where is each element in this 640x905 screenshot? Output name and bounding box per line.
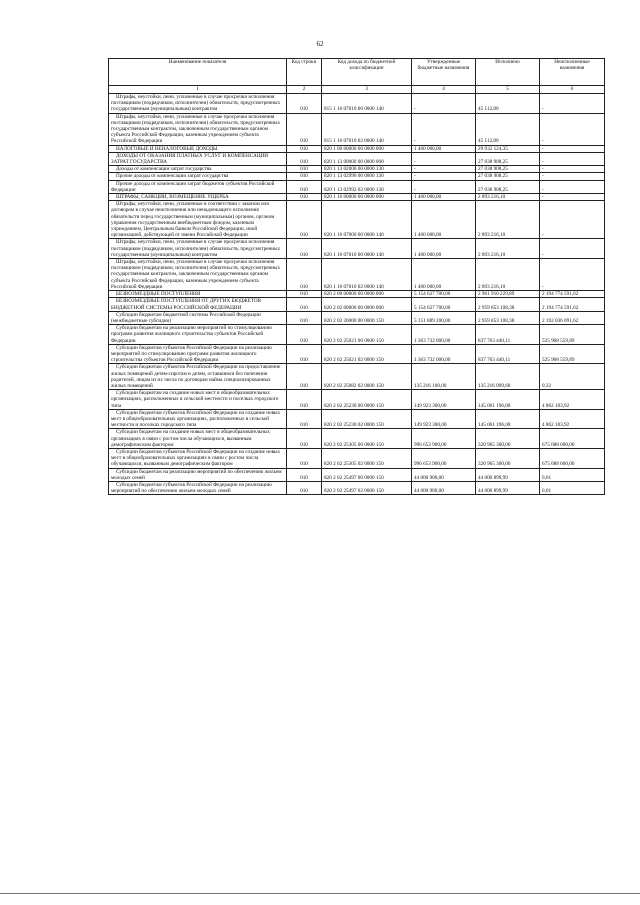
row-unexecuted: 2 194 774 591,62 (540, 298, 605, 311)
row-line-code: 010 (287, 481, 322, 494)
row-income-code: 815 1 16 07010 00 0000 140 (322, 94, 412, 114)
table-body (109, 94, 605, 495)
row-unexecuted: 675 688 600,00 (540, 429, 605, 449)
row-income-code: 820 1 13 02992 02 0000 130 (322, 180, 412, 193)
table-row (109, 194, 605, 201)
page-number: 62 (316, 40, 324, 48)
row-line-code: 010 (287, 173, 322, 180)
row-unexecuted: 2 192 036 091,62 (540, 311, 605, 324)
table-row (109, 291, 605, 298)
row-unexecuted: 0,01 (540, 468, 605, 481)
row-income-code: 815 1 16 07010 02 0000 140 (322, 113, 412, 145)
row-name: Штрафы, неустойки, пени, уплаченные в соответствии с законом или договором в случае неисполнения или ненадлежащего исполнения обязательств перед государственным (муниципальным) органом, органом управления государственным внебюджетным фондом, казенным учреждением, Центральным банком Российской Федерации, иной организацией, действующей от имени Российской Федерации (109, 201, 287, 239)
row-executed: 135 216 099,68 (476, 364, 540, 390)
row-name: БЕЗВОЗМЕЗДНЫЕ ПОСТУПЛЕНИЯ ОТ ДРУГИХ БЮДЖЕТОВ БЮДЖЕТНОЙ СИСТЕМЫ РОССИЙСКОЙ ФЕДЕРАЦИИ (109, 298, 287, 311)
table-row (109, 239, 605, 259)
row-line-code: 010 (287, 239, 322, 259)
row-name: БЕЗВОЗМЕЗДНЫЕ ПОСТУПЛЕНИЯ (109, 291, 287, 298)
row-executed: 27 038 908,25 (476, 152, 540, 165)
row-name: Субсидии бюджетам на создание новых мест в общеобразовательных организациях в связи с ростом числа обучающихся, вызванным демографическим фактором (109, 429, 287, 449)
row-line-code: 010 (287, 166, 322, 173)
column-number-row (109, 86, 605, 94)
header-income-code: Код дохода по бюджетной классификации (322, 59, 412, 86)
row-executed: 2 893 216,10 (476, 259, 540, 291)
row-unexecuted: - (540, 113, 605, 145)
row-name: Прочие доходы от компенсации затрат государства (109, 173, 287, 180)
row-name: Прочие доходы от компенсации затрат бюджетов субъектов Российской Федерации (109, 180, 287, 193)
row-income-code: 820 2 02 25497 00 0000 150 (322, 468, 412, 481)
column-number: 2 (287, 86, 322, 94)
row-line-code: 010 (287, 429, 322, 449)
table-row (109, 145, 605, 152)
row-executed: 320 965 300,00 (476, 448, 540, 468)
header-line-code: Код строки (287, 59, 322, 86)
row-executed: 2 893 216,10 (476, 201, 540, 239)
row-executed: 45 112,80 (476, 94, 540, 114)
row-approved: 1 363 732 000,00 (412, 344, 476, 364)
row-unexecuted: - (540, 173, 605, 180)
row-approved: 1 400 000,00 (412, 145, 476, 152)
row-line-code: 010 (287, 364, 322, 390)
row-executed: 2 893 216,10 (476, 239, 540, 259)
table-row (109, 481, 605, 494)
table-row (109, 344, 605, 364)
table-row (109, 180, 605, 193)
row-income-code: 820 1 13 00000 00 0000 000 (322, 152, 412, 165)
row-line-code: 010 (287, 259, 322, 291)
row-unexecuted: 2 194 774 591,62 (540, 291, 605, 298)
table-row (109, 298, 605, 311)
row-executed: 27 038 908,25 (476, 173, 540, 180)
budget-income-table (108, 58, 605, 495)
column-number: 6 (540, 86, 605, 94)
row-income-code: 820 2 02 20000 00 0000 150 (322, 311, 412, 324)
table-row (109, 94, 605, 114)
row-unexecuted: 4 862 103,92 (540, 390, 605, 410)
row-approved: 5 154 627 700,00 (412, 298, 476, 311)
column-number: 3 (322, 86, 412, 94)
row-approved: - (412, 113, 476, 145)
row-line-code: 010 (287, 298, 322, 311)
row-name: ДОХОДЫ ОТ ОКАЗАНИЯ ПЛАТНЫХ УСЛУГ И КОМПЕНСАЦИИ ЗАТРАТ ГОСУДАРСТВА (109, 152, 287, 165)
row-executed: 837 763 440,11 (476, 344, 540, 364)
row-name: НАЛОГОВЫЕ И НЕНАЛОГОВЫЕ ДОХОДЫ (109, 145, 287, 152)
row-approved: - (412, 173, 476, 180)
row-name: Субсидии бюджетам на реализацию мероприятий по стимулированию программ развития жилищного строительства субъектов Российской Федерации (109, 325, 287, 345)
row-approved: - (412, 94, 476, 114)
row-income-code: 820 2 02 25497 02 0000 150 (322, 481, 412, 494)
row-line-code: 010 (287, 291, 322, 298)
row-line-code: 010 (287, 194, 322, 201)
row-income-code: 820 2 02 25021 00 0000 150 (322, 325, 412, 345)
row-approved: - (412, 166, 476, 173)
row-unexecuted: - (540, 94, 605, 114)
row-income-code: 820 1 16 07010 02 0000 140 (322, 259, 412, 291)
row-unexecuted: 0,32 (540, 364, 605, 390)
table-row (109, 448, 605, 468)
row-approved: 1 400 000,00 (412, 239, 476, 259)
row-name: Субсидии бюджетам на создание новых мест в общеобразовательных организациях, расположенных в сельской местности и поселках городского типа (109, 390, 287, 410)
row-unexecuted: - (540, 239, 605, 259)
row-name: Субсидии бюджетам бюджетной системы Российской Федерации (межбюджетные субсидии) (109, 311, 287, 324)
header-executed: Исполнено (476, 59, 540, 86)
row-income-code: 820 1 16 00000 00 0000 000 (322, 194, 412, 201)
row-name: Штрафы, неустойки, пени, уплаченные в случае просрочки исполнения поставщиком (подрядчиком, исполнителем) обязательств, предусмотренных государственным контрактом, заключенным государственным органом субъекта Российской Федерации, казенным учреждением субъекта Российской Федерации (109, 113, 287, 145)
header-approved: Утвержденные бюджетные назначения (412, 59, 476, 86)
row-approved: 5 154 627 700,00 (412, 291, 476, 298)
row-unexecuted: 525 968 559,89 (540, 344, 605, 364)
row-unexecuted: - (540, 166, 605, 173)
row-name: Штрафы, неустойки, пени, уплаченные в случае просрочки исполнения поставщиком (подрядчиком, исполнителем) обязательств, предусмотренных государственным контрактом, заключенным государственным органом субъекта Российской Федерации, казенным учреждением субъекта Российской Федерации (109, 259, 287, 291)
row-unexecuted: - (540, 152, 605, 165)
row-income-code: 820 2 02 25230 02 0000 150 (322, 409, 412, 429)
row-name: Субсидии бюджетам субъектов Российской Федерации на предоставление жилых помещений детям-сиротам и детям, оставшимся без попечения родителей, лицам из их числа по договорам найма специализированных жилых помещений (109, 364, 287, 390)
row-approved: 1 363 732 000,00 (412, 325, 476, 345)
row-executed: 320 965 300,00 (476, 429, 540, 449)
header-indicator-name: Наименование показателя (109, 59, 287, 86)
row-line-code: 010 (287, 325, 322, 345)
row-executed: 27 038 908,25 (476, 166, 540, 173)
row-executed: 45 112,80 (476, 113, 540, 145)
table-row (109, 409, 605, 429)
row-unexecuted: 525 968 559,89 (540, 325, 605, 345)
row-approved: 1 400 000,00 (412, 194, 476, 201)
row-executed: 2 959 853 108,38 (476, 298, 540, 311)
row-income-code: 820 2 02 00000 00 0000 000 (322, 298, 412, 311)
row-approved: 996 653 900,00 (412, 429, 476, 449)
row-name: Субсидии бюджетам субъектов Российской Федерации на создание новых мест в общеобразовательных организациях, расположенных в сельской местности и поселках городского типа (109, 409, 287, 429)
row-unexecuted: 675 688 600,00 (540, 448, 605, 468)
row-unexecuted: - (540, 194, 605, 201)
row-approved: - (412, 180, 476, 193)
row-income-code: 820 2 02 25021 02 0000 150 (322, 344, 412, 364)
row-name: Штрафы, неустойки, пени, уплаченные в случае просрочки исполнения поставщиком (подрядчиком, исполнителем) обязательств, предусмотренных государственным (муниципальным) контрактом (109, 94, 287, 114)
header-unexecuted: Неисполненные назначения (540, 59, 605, 86)
row-executed: 29 932 124,35 (476, 145, 540, 152)
table-row (109, 364, 605, 390)
row-executed: 145 061 196,08 (476, 409, 540, 429)
row-income-code: 820 1 13 02000 00 0000 130 (322, 166, 412, 173)
row-line-code: 010 (287, 180, 322, 193)
row-executed: 2 959 853 108,38 (476, 311, 540, 324)
row-approved: 5 151 889 200,00 (412, 311, 476, 324)
row-approved: - (412, 152, 476, 165)
column-number: 5 (476, 86, 540, 94)
column-number: 1 (109, 86, 287, 94)
row-income-code: 820 1 00 00000 00 0000 000 (322, 145, 412, 152)
table-row (109, 390, 605, 410)
row-line-code: 010 (287, 311, 322, 324)
row-name: Субсидии бюджетам субъектов Российской Федерации на реализацию мероприятий по обеспечению жильем молодых семей (109, 481, 287, 494)
table-row (109, 201, 605, 239)
row-income-code: 820 2 00 00000 00 0000 000 (322, 291, 412, 298)
row-line-code: 010 (287, 344, 322, 364)
row-unexecuted: 4 862 103,92 (540, 409, 605, 429)
row-name: Штрафы, неустойки, пени, уплаченные в случае просрочки исполнения поставщиком (подрядчиком, исполнителем) обязательств, предусмотренных государственным (муниципальным) контрактом (109, 239, 287, 259)
row-name: Субсидии бюджетам субъектов Российской Федерации на создание новых мест в общеобразовательных организациях в связи с ростом числа обучающихся, вызванным демографическим фактором (109, 448, 287, 468)
row-line-code: 010 (287, 468, 322, 481)
row-income-code: 820 1 16 07010 00 0000 140 (322, 239, 412, 259)
row-executed: 27 038 908,25 (476, 180, 540, 193)
row-executed: 44 000 899,99 (476, 481, 540, 494)
row-approved: 44 000 900,00 (412, 468, 476, 481)
row-executed: 145 061 196,08 (476, 390, 540, 410)
table-row (109, 325, 605, 345)
table-row (109, 166, 605, 173)
row-executed: 837 763 440,11 (476, 325, 540, 345)
row-unexecuted: - (540, 180, 605, 193)
row-approved: 996 653 900,00 (412, 448, 476, 468)
row-name: Субсидии бюджетам на реализацию мероприятий по обеспечению жильем молодых семей (109, 468, 287, 481)
row-name: ШТРАФЫ, САНКЦИИ, ВОЗМЕЩЕНИЕ УЩЕРБА (109, 194, 287, 201)
row-income-code: 820 2 02 25305 02 0000 150 (322, 448, 412, 468)
row-approved: 44 000 900,00 (412, 481, 476, 494)
column-number: 4 (412, 86, 476, 94)
row-line-code: 010 (287, 152, 322, 165)
table-header (109, 59, 605, 94)
row-line-code: 010 (287, 113, 322, 145)
row-approved: 135 216 100,00 (412, 364, 476, 390)
row-income-code: 820 2 02 25082 02 0000 150 (322, 364, 412, 390)
row-line-code: 010 (287, 409, 322, 429)
row-approved: 149 923 300,00 (412, 390, 476, 410)
row-line-code: 010 (287, 390, 322, 410)
row-name: Доходы от компенсации затрат государства (109, 166, 287, 173)
table-row (109, 173, 605, 180)
row-income-code: 820 1 16 07000 00 0000 140 (322, 201, 412, 239)
row-name: Субсидии бюджетам субъектов Российской Федерации на реализацию мероприятий по стимулированию программ развития жилищного строительства субъектов Российской Федерации (109, 344, 287, 364)
row-approved: 149 923 300,00 (412, 409, 476, 429)
table-row (109, 429, 605, 449)
row-unexecuted: - (540, 201, 605, 239)
row-executed: 2 893 216,10 (476, 194, 540, 201)
bottom-rule (0, 893, 640, 894)
row-income-code: 820 2 02 25230 00 0000 150 (322, 390, 412, 410)
row-unexecuted: 0,01 (540, 481, 605, 494)
row-approved: 1 400 000,00 (412, 259, 476, 291)
table-row (109, 468, 605, 481)
row-executed: 44 000 899,99 (476, 468, 540, 481)
row-approved: 1 400 000,00 (412, 201, 476, 239)
row-income-code: 820 2 02 25305 00 0000 150 (322, 429, 412, 449)
row-unexecuted: - (540, 145, 605, 152)
row-line-code: 010 (287, 448, 322, 468)
row-line-code: 010 (287, 145, 322, 152)
row-line-code: 010 (287, 201, 322, 239)
row-income-code: 820 1 13 02990 00 0000 130 (322, 173, 412, 180)
table-row (109, 259, 605, 291)
table-row (109, 113, 605, 145)
row-executed: 2 961 910 229,89 (476, 291, 540, 298)
row-line-code: 010 (287, 94, 322, 114)
row-unexecuted: - (540, 259, 605, 291)
table-row (109, 311, 605, 324)
table-row (109, 152, 605, 165)
